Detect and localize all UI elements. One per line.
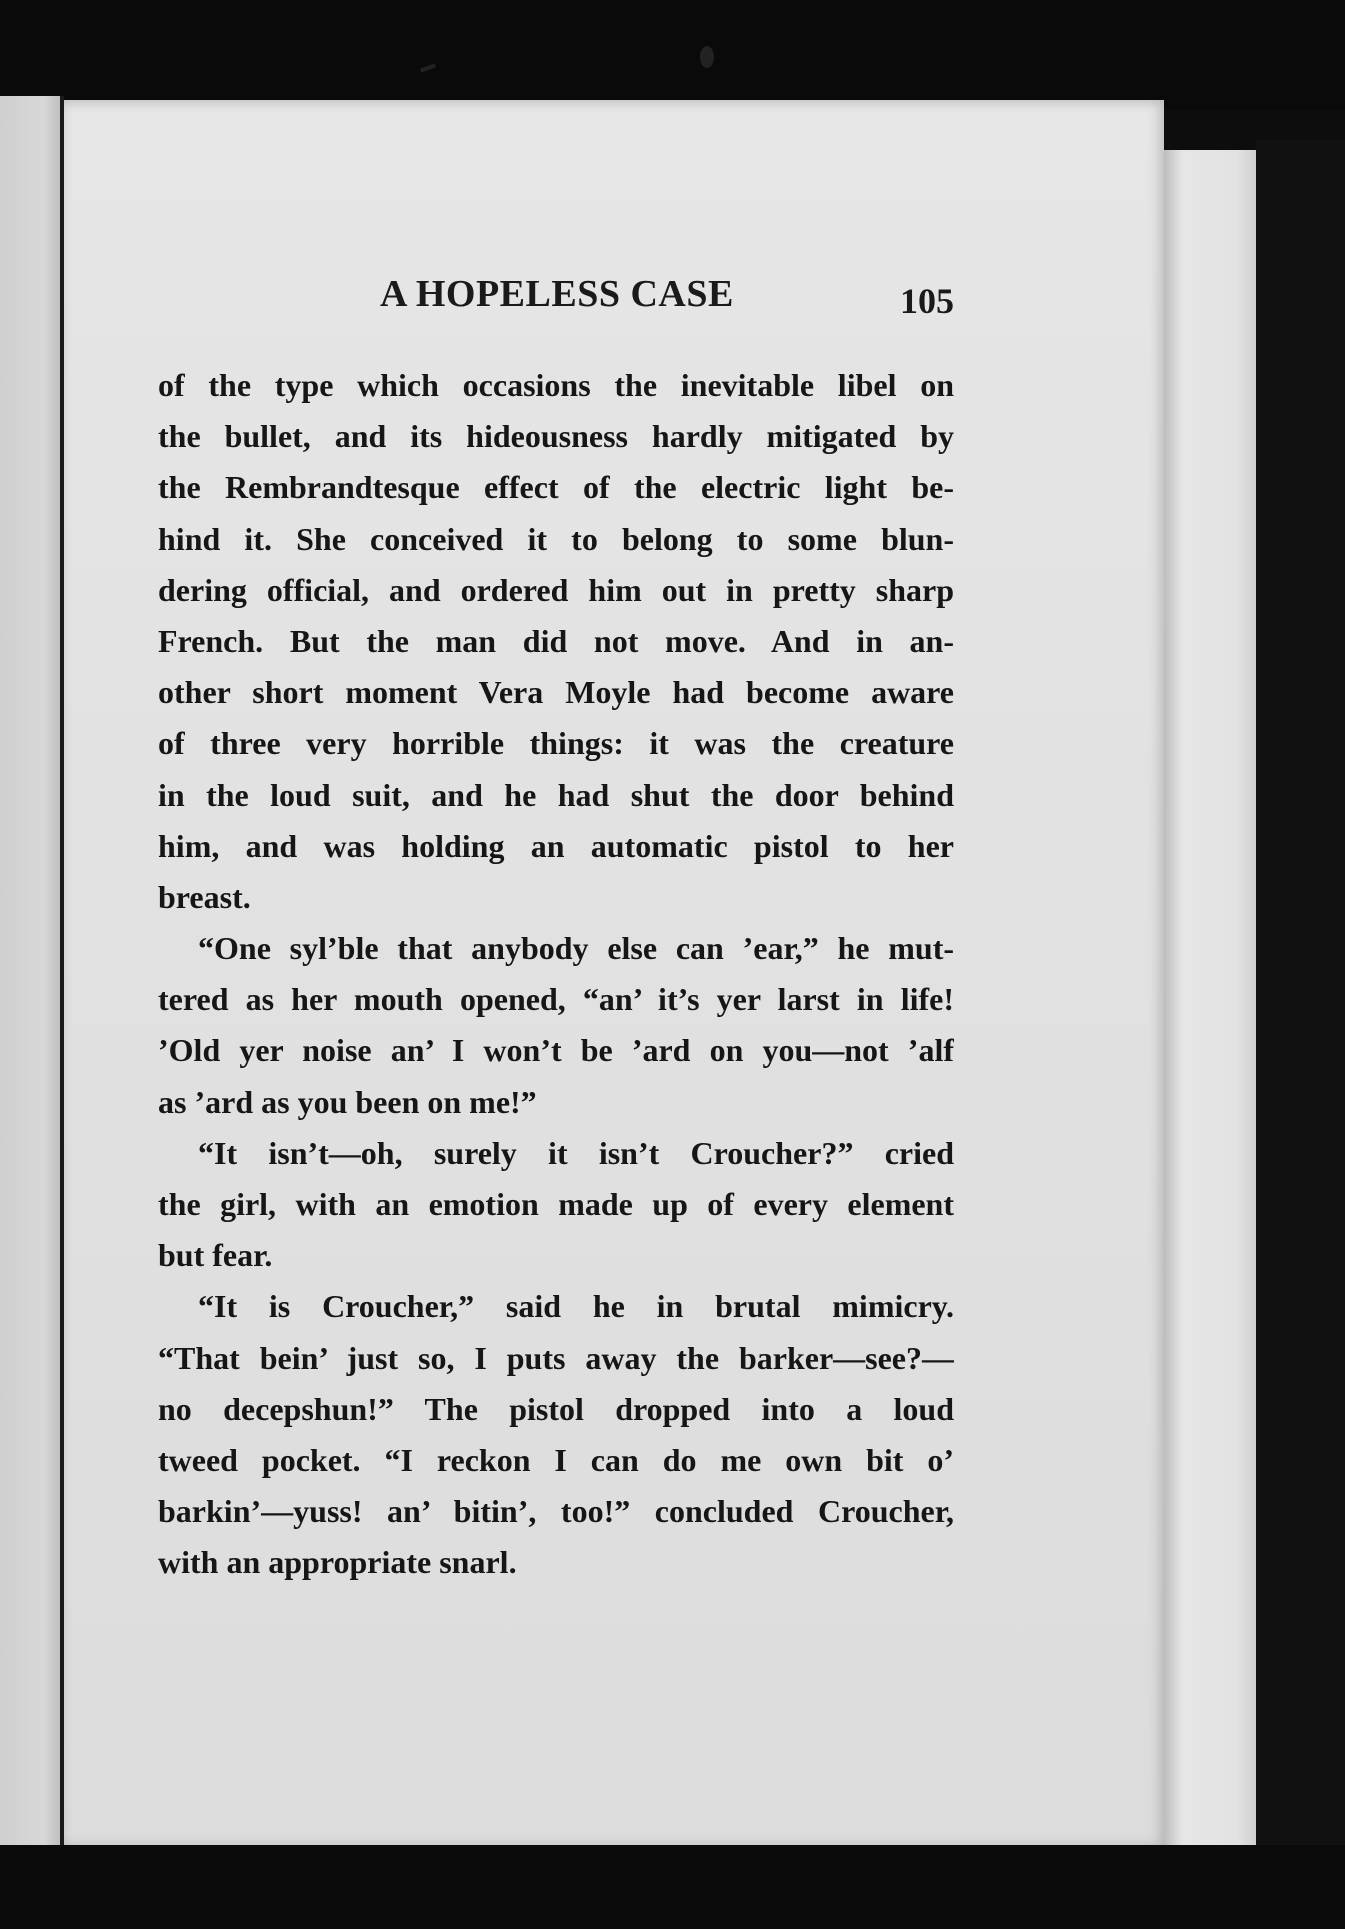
text-line: as ’ard as you been on me!” (158, 1083, 537, 1120)
page-number: 105 (900, 281, 954, 321)
body-text (158, 360, 954, 1589)
next-page-edge (1164, 150, 1256, 1850)
dust-speck (700, 46, 714, 68)
running-head: A HOPELESS CASE (380, 273, 734, 315)
text-line: barkin’—yuss! an’ bitin’, too!” concluded Croucher, (158, 1493, 954, 1530)
scan-bottom-border (0, 1845, 1345, 1929)
text-line: other short moment Vera Moyle had become aware (158, 674, 954, 711)
text-line: the bullet, and its hideousness hardly mitigated by (158, 418, 954, 455)
scan-top-border (0, 0, 1345, 110)
text-line: tered as her mouth opened, “an’ it’s yer larst in life! (158, 981, 954, 1018)
text-line: but fear. (158, 1237, 273, 1274)
text-line: “That bein’ just so, I puts away the barker—see?— (158, 1339, 954, 1376)
text-line: “One syl’ble that anybody else can ’ear,” he mut- (198, 930, 954, 967)
text-line: the girl, with an emotion made up of every element (158, 1186, 954, 1222)
text-line: tweed pocket. “I reckon I can do me own bit o’ (158, 1441, 954, 1478)
text-line: no decepshun!” The pistol dropped into a loud (158, 1390, 954, 1427)
text-line: with an appropriate snarl. (158, 1544, 517, 1581)
text-line: of the type which occasions the inevitable libel on (158, 367, 954, 403)
text-line: French. But the man did not move. And in an- (158, 622, 954, 659)
text-line: dering official, and ordered him out in pretty sharp (158, 571, 954, 608)
text-line: of three very horrible things: it was the creature (158, 725, 954, 762)
text-line: “It is Croucher,” said he in brutal mimicry. (198, 1288, 954, 1325)
text-line: him, and was holding an automatic pistol to her (158, 827, 954, 864)
text-line: the Rembrandtesque effect of the electric light be- (158, 469, 954, 506)
text-line: ’Old yer noise an’ I won’t be ’ard on you—not ’alf (158, 1032, 954, 1069)
text-line: “It isn’t—oh, surely it isn’t Croucher?” cried (198, 1134, 954, 1171)
scan-right-border (1256, 140, 1345, 1929)
text-line: in the loud suit, and he had shut the door behind (158, 776, 954, 813)
text-line: breast. (158, 878, 251, 915)
facing-page-edge (0, 96, 62, 1856)
text-line: hind it. She conceived it to belong to some blun- (158, 520, 954, 557)
